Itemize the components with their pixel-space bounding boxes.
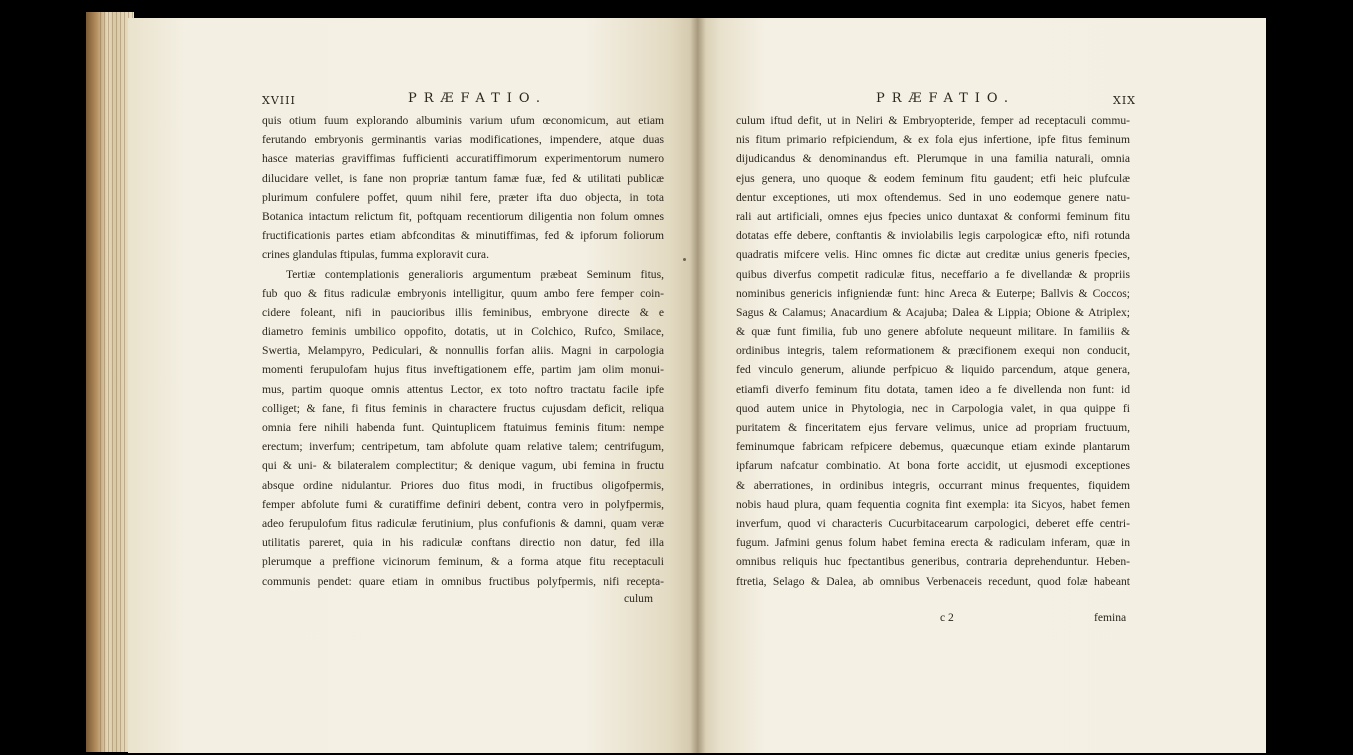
text-line: ejus genera, uno quoque & eodem feminum fitu gaudent; etfi heic plufculæ — [736, 171, 1130, 185]
running-title-right: PRÆFATIO. — [876, 91, 1015, 106]
text-line: cidere foleant, nifi in paucioribus illis feminibus, embryone directe & e — [262, 305, 664, 319]
text-line: dentur exceptiones, uti mox oftendemus. Sed in uno eodemque genere natu- — [736, 190, 1130, 204]
text-line: adeo ferupulofum fitus radiculæ ferutinium, plus confufionis & damni, quam veræ — [262, 516, 664, 530]
text-line: momenti ferupulofam hujus fitus inveftigationem effe, partim jam olim monui- — [262, 363, 664, 377]
text-line: omnibus reliquis huc fpectantibus generibus, contraria deprehenduntur. Heben- — [736, 555, 1130, 569]
text-line: plerumque a preffione vicinorum feminum, & a forma atque fitu receptaculi — [262, 555, 664, 569]
right-page-body — [736, 111, 1130, 591]
text-line: Swertia, Melampyro, Pediculari, & nonnullis forfan aliis. Magni in carpologia — [262, 344, 664, 358]
text-line: dilucidare vellet, is fane non propriæ tantum famæ fuæ, fed & utilitati publicæ — [262, 171, 664, 185]
text-line: & aberrationes, in ordinibus integris, occurrant minus frequentes, fiquidem — [736, 478, 1130, 492]
text-line: quod autem unice in Phytologia, nec in Carpologia valet, in qua quippe fi — [736, 401, 1130, 415]
text-line: femper abfolute fumi & curatiffime definiri debent, contra vero in polyfpermis, — [262, 497, 664, 511]
text-line: fructificationis partes etiam abfconditas & minutiffimas, fed & ipforum foliorum — [262, 229, 664, 243]
text-line: quadratis mifcere velis. Hinc omnes fic dictæ aut creditæ unius generis fpecies, — [736, 248, 1130, 262]
text-line: omnia fere nihili habenda funt. Quintuplicem ftatuimus feminis fitum: nempe — [262, 421, 664, 434]
text-line: Sagus & Calamus; Anacardium & Acajuba; Dalea & Lippia; Obione & Atriplex; — [736, 305, 1130, 319]
text-line: nominibus genericis infigniendæ funt: hinc Areca & Euterpe; Ballvis & Coccos; — [736, 286, 1130, 300]
text-line: & quæ funt fimilia, fub uno genere abfolute nequeunt militare. In familiis & — [736, 325, 1130, 339]
text-line: mus, partim quoque omnis attentus Lector, ex toto noftro tractatu facile ipfe — [262, 382, 664, 396]
text-line: fed vinculo generum, aliunde perfpicuo & liquido parcendum, atque genera, — [736, 363, 1130, 377]
book-gutter — [690, 18, 706, 753]
text-line: ftretia, Selago & Dalea, ab omnibus Verbenaceis recedunt, quod folæ habeant — [736, 574, 1130, 588]
text-line: nis fitum primario refpiciendum, & ex fola ejus infertione, ipfe fitus feminum — [736, 133, 1130, 147]
text-line: diametro feminis umbilico oppofito, dotatis, ut in Colchico, Rufco, Smilace, — [262, 325, 664, 339]
text-line: fub quo & fitus radiculæ embryonis intelligitur, quum ambo fere femper coin- — [262, 286, 664, 300]
page-number-left: XVIII — [262, 94, 296, 107]
text-line: hasce materias graviffimas fufficienti accuratiffimorum experimentorum numero — [262, 152, 664, 166]
text-line: Tertiæ contemplationis generalioris argumentum præbeat Seminum fitus, — [286, 267, 664, 281]
text-line: feminumque fabricam refpicere debemus, quæcunque etiam exinde plantarum — [736, 440, 1130, 454]
signature-mark: c 2 — [940, 611, 954, 624]
text-line: rali aut artificiali, omnes ejus fpecies unico duntaxat & conformi feminum fitu — [736, 209, 1130, 223]
text-line: Botanica intactum relictum fit, poftquam recentiorum diligentia non folum omnes — [262, 209, 664, 223]
text-line: crines glandulas ftipulas, fumma exploravit cura. — [262, 248, 489, 262]
text-line: absque ordine nidulantur. Priores duo fitus modi, in fructibus oligofpermis, — [262, 478, 664, 492]
text-line: nobis haud plura, quam fequentia cognita fint exempla: ita Sicyos, habet femen — [736, 497, 1130, 511]
text-line: fugum. Jafmini genus folum habet femina erecta & radiculam inferam, quæ in — [736, 536, 1130, 550]
page-speck — [683, 258, 686, 261]
page-number-right: XIX — [1113, 94, 1137, 107]
text-line: ordinibus integris, talem reformationem & præcifionem exequi non conducit, — [736, 344, 1130, 358]
text-line: dotatas effe debere, conftantis & inviolabilis legis carpologicæ efto, nifi rotunda — [736, 229, 1130, 243]
text-line: inverfum, quod vi characteris Cucurbitacearum carpologici, deberet effe centri- — [736, 516, 1130, 530]
running-title-left: PRÆFATIO. — [408, 91, 547, 106]
text-line: erectum; inverfum; centripetum, tam abfolute quam relative talem; centrifugum, — [262, 440, 664, 454]
text-line: qui & uni- & bilateralem complectitur; & denique vagum, ubi femina in fructu — [262, 459, 664, 473]
text-line: ferutando embryonis germinantis varias modificationes, impendere, atque duas — [262, 133, 664, 147]
text-line: communis pendet: quare etiam in omnibus fructibus polyfpermis, nifi recepta- — [262, 574, 664, 588]
text-line: culum iftud defit, ut in Neliri & Embryopteride, femper ad receptaculi commu- — [736, 114, 1130, 127]
catchword-left: culum — [624, 592, 653, 605]
text-line: ipfarum nafcatur combinatio. At bona forte accidit, ut ejusmodi exceptiones — [736, 459, 1130, 473]
text-line: dijudicandus & denominandus eft. Plerumque in una familia naturali, omnia — [736, 152, 1130, 166]
text-line: quibus diverfus competit radiculæ fitus, neceffario a fe divellandæ & propriis — [736, 267, 1130, 281]
text-line: utilitatis pareret, quia in his radiculæ conftans directio non datur, fed illa — [262, 536, 664, 550]
left-page-body — [262, 111, 664, 591]
text-line: puritatem & finceritatem ejus fervare velimus, unice ad propriam fructuum, — [736, 421, 1130, 434]
text-line: etiamfi diverfo feminum fitu dotata, tamen ideo a fe divellenda non funt: id — [736, 382, 1130, 396]
text-line: quis otium fuum explorando albuminis varium ufum œconomicum, aut etiam — [262, 114, 664, 127]
text-line: plurimum confulere poffet, quum nihil fere, præter ifta duo objecta, in tota — [262, 190, 664, 204]
text-line: colliget; & fane, fi fitus feminis in charactere fructus cujusdam deficit, reliqua — [262, 401, 664, 415]
catchword-right: femina — [1094, 611, 1127, 624]
